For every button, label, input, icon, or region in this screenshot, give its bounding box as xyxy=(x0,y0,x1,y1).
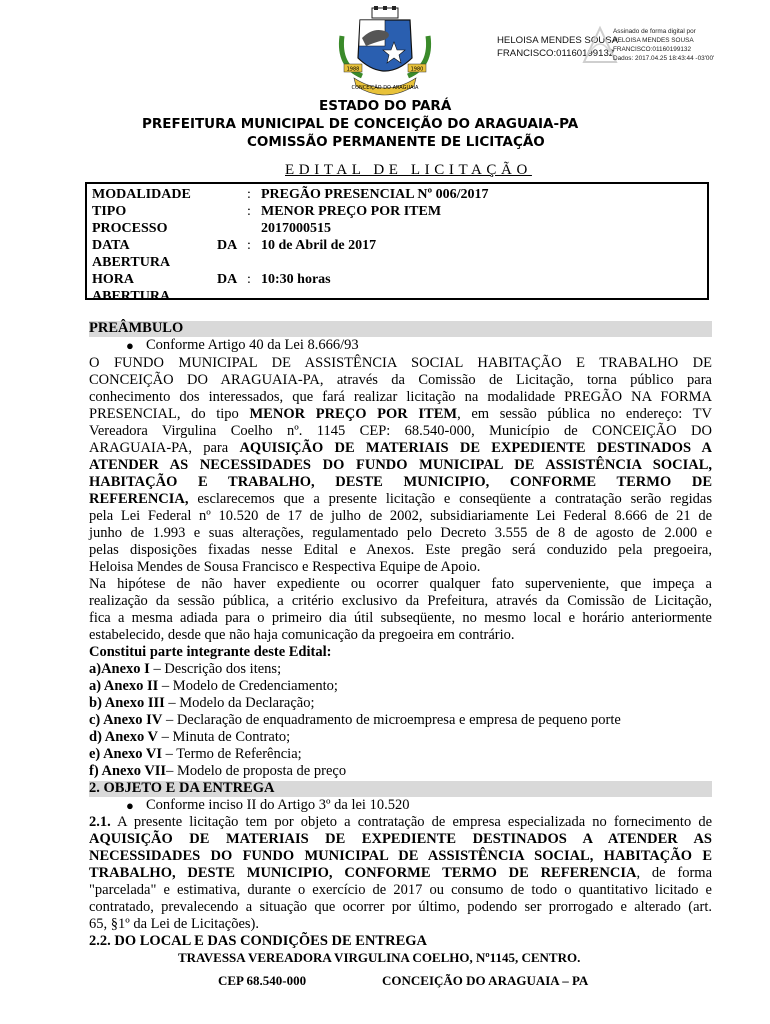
paragraph-line: conhecimento dos interessados, que fará realizar licitação na modalidade PREGÃO NA FORMA xyxy=(89,389,712,405)
header-commission: COMISSÃO PERMANENTE DE LICITAÇÃO xyxy=(247,134,545,150)
paragraph-line: REFERENCIA, esclarecemos que a presente licitação e conseqüente a contratação serão regidas xyxy=(89,491,712,507)
paragraph-line: Vereadora Virgulina Coelho nº. 1145 CEP: 68.540-000, Município de CONCEIÇÃO DO xyxy=(89,423,712,439)
paragraph-line: "parcelada" e estimativa, durante o exercício de 2017 ou consumo de todo o quantitativo licitado e xyxy=(89,882,712,898)
colon: : xyxy=(247,204,251,219)
header-prefeitura: PREFEITURA MUNICIPAL DE CONCEIÇÃO DO ARAGUAIA-PA xyxy=(142,116,579,132)
annex-item: e) Anexo VI – Termo de Referência; xyxy=(89,746,302,762)
paragraph-line: AQUISIÇÃO DE MATERIAIS DE EXPEDIENTE DESTINADOS A ATENDER AS xyxy=(89,831,712,847)
objeto-heading: 2. OBJETO E DA ENTREGA xyxy=(89,780,275,796)
modalidade-value: PREGÃO PRESENCIAL Nº 006/2017 xyxy=(261,187,489,202)
annex-item: c) Anexo IV – Declaração de enquadramento de microempresa e empresa de pequeno porte xyxy=(89,712,621,728)
objeto-bullet: Conforme inciso II do Artigo 3º da lei 10.520 xyxy=(146,797,410,813)
crest-ribbon-right: 1980 xyxy=(410,66,424,73)
preambulo-heading: PREÂMBULO xyxy=(89,320,184,336)
colon: : xyxy=(247,238,251,253)
header-state: ESTADO DO PARÁ xyxy=(319,98,452,114)
paragraph-line: CONCEIÇÃO DO ARAGUAIA-PA, através da Comissão de Licitação, torna público para xyxy=(89,372,712,388)
annex-item: a)Anexo I – Descrição dos itens; xyxy=(89,661,282,677)
paragraph-line: fica a mesma adiada para o primeiro dia útil subseqüente, no mesmo local e horário anteriormente xyxy=(89,610,712,626)
edital-title: EDITAL DE LICITAÇÃO xyxy=(285,162,532,178)
bullet-dot: ● xyxy=(126,798,134,813)
annex-item: f) Anexo VII– Modelo de proposta de preço xyxy=(89,763,347,779)
municipal-crest-logo xyxy=(332,6,438,96)
paragraph-line: HABITAÇÃO E TRABALHO, DESTE MUNICIPIO, CONFORME TERMO DE xyxy=(89,474,712,490)
footer-cep: CEP 68.540-000 xyxy=(218,973,307,988)
modalidade-label: MODALIDADE xyxy=(92,187,191,202)
footer-city: CONCEIÇÃO DO ARAGUAIA – PA xyxy=(382,973,589,988)
tipo-value: MENOR PREÇO POR ITEM xyxy=(261,204,442,219)
tipo-label: TIPO xyxy=(92,204,127,219)
objeto-subheading: 2.2. DO LOCAL E DAS CONDIÇÕES DE ENTREGA xyxy=(89,933,427,949)
paragraph-line: O FUNDO MUNICIPAL DE ASSISTÊNCIA SOCIAL HABITAÇÃO E TRABALHO DE xyxy=(89,355,712,371)
processo-value: 2017000515 xyxy=(261,221,331,236)
annex-item: a) Anexo II – Modelo de Credenciamento; xyxy=(89,678,338,694)
colon: : xyxy=(247,187,251,202)
paragraph-line: realização da sessão pública, a critério exclusivo da Prefeitura, através da Comissão de Licitação, xyxy=(89,593,712,609)
annex-heading: Constitui parte integrante deste Edital: xyxy=(89,644,332,660)
colon: : xyxy=(247,272,251,287)
paragraph-line: TRABALHO, DESTE MUNICIPIO, CONFORME TERMO DE REFERENCIA, de forma xyxy=(89,865,712,881)
paragraph-line: contratado, prevalecendo a situação que ocorrer por último, podendo ser prorrogado e alterado (art. xyxy=(89,899,712,915)
paragraph-line: 65, §1º da Lei de Licitações). xyxy=(89,916,259,932)
signature-details: Assinado de forma digital por HELOISA MENDES SOUSA FRANCISCO:01160199132 Dados: 2017.04.25 18:43:44 -03'00' xyxy=(613,28,715,62)
data-da: DA xyxy=(217,238,238,253)
hora-label: HORA xyxy=(92,272,134,287)
paragraph-line: ARAGUAIA-PA, para AQUISIÇÃO DE MATERIAIS DE EXPEDIENTE DESTINADOS A xyxy=(89,440,712,456)
paragraph-line: Na hipótese de não haver expediente ou ocorrer qualquer fato superveniente, que impeça a xyxy=(89,576,712,592)
annex-item: b) Anexo III – Modelo da Declaração; xyxy=(89,695,315,711)
data-label: DATA xyxy=(92,238,130,253)
hora-da: DA xyxy=(217,272,238,287)
data-label-2: ABERTURA xyxy=(92,255,171,270)
paragraph-line: PRESENCIAL, do tipo MENOR PREÇO POR ITEM, em sessão pública no endereço: TV xyxy=(89,406,713,422)
preambulo-bullet: Conforme Artigo 40 da Lei 8.666/93 xyxy=(146,337,359,353)
paragraph-line: Heloisa Mendes de Sousa Francisco e Respectiva Equipe de Apoio. xyxy=(89,559,481,575)
annex-item: d) Anexo V – Minuta de Contrato; xyxy=(89,729,291,745)
paragraph-line: 2.1. A presente licitação tem por objeto a contratação de empresa especializada no fornecimento de xyxy=(89,814,712,830)
processo-label: PROCESSO xyxy=(92,221,168,236)
footer-address: TRAVESSA VEREADORA VIRGULINA COELHO, Nº1145, CENTRO. xyxy=(178,950,581,965)
paragraph-line: ATENDER AS NECESSIDADES DO FUNDO MUNICIPAL DE ASSISTÊNCIA SOCIAL, xyxy=(89,457,712,473)
signature-name: HELOISA MENDES SOUSA FRANCISCO:01160199132 xyxy=(497,35,619,59)
crest-ribbon-left: 1988 xyxy=(346,66,360,73)
crest-banner-text: CONCEIÇÃO DO ARAGUAIA xyxy=(351,85,419,91)
paragraph-line: NECESSIDADES DO FUNDO MUNICIPAL DE ASSISTÊNCIA SOCIAL, HABITAÇÃO E xyxy=(89,848,712,864)
hora-value: 10:30 horas xyxy=(261,272,331,287)
paragraph-line: pela Lei Federal nº 10.520 de 17 de julho de 2002, subsidiariamente Lei Federal 8.666 de 21 de xyxy=(89,508,712,524)
hora-label-2: ABERTURA xyxy=(92,289,171,304)
bullet-dot: ● xyxy=(126,338,134,353)
paragraph-line: estabelecido, desde que não haja comunicação da pregoeira em contrário. xyxy=(89,627,515,643)
paragraph-line: pelas disposições fixadas nesse Edital e Anexos. Este pregão será conduzido pela pregoeira, xyxy=(89,542,712,558)
edital-info-box xyxy=(85,182,709,304)
paragraph-line: junho de 1.993 e suas alterações, regulamentado pelo Decreto 3.555 de 8 de agosto de 2.000 e xyxy=(89,525,712,541)
data-value: 10 de Abril de 2017 xyxy=(261,238,377,253)
